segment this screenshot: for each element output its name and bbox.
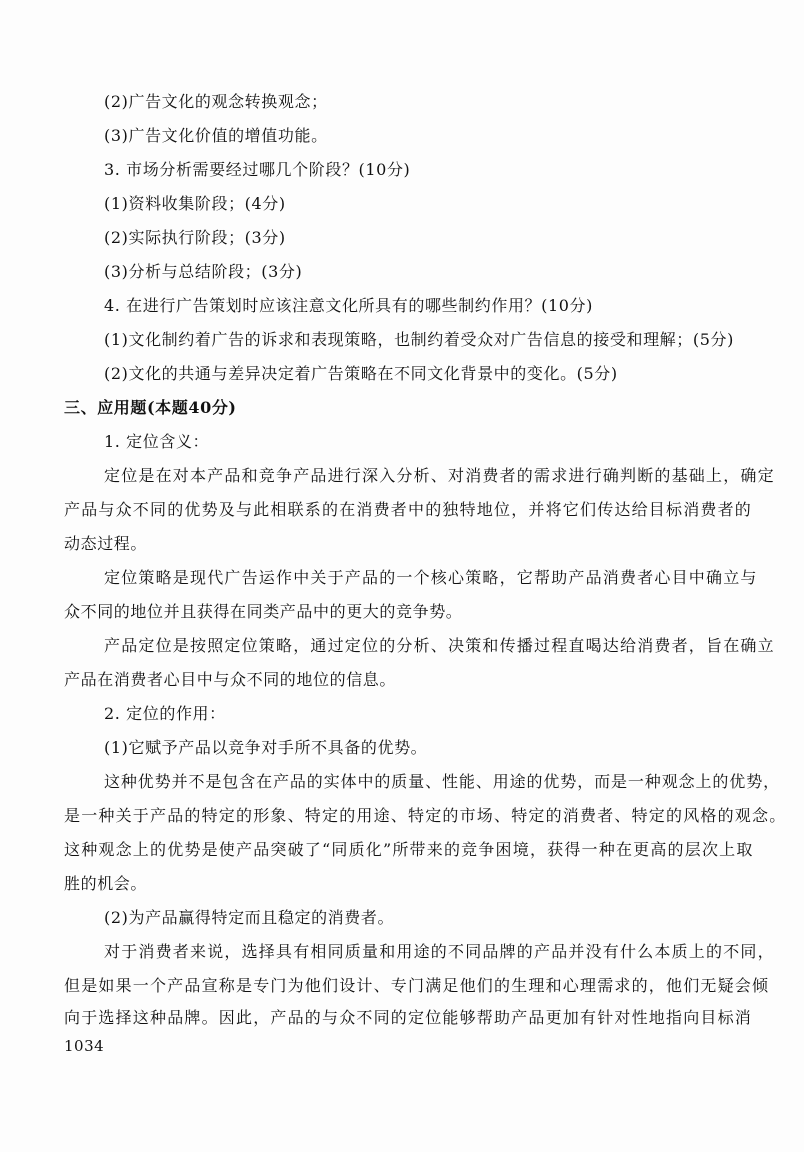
paragraph-line: 对于消费者来说，选择具有相同质量和用途的不同品牌的产品并没有什么本质上的不同，	[104, 942, 775, 961]
paragraph-line: 这种优势并不是包含在产品的实体中的质量、性能、用途的优势，而是一种观念上的优势，	[104, 772, 781, 791]
paragraph-line: 产品定位是按照定位策略，通过定位的分析、决策和传播过程直喝达给消费者，旨在确立	[104, 636, 775, 655]
answer-line: (3)分析与总结阶段；(3分)	[104, 262, 303, 281]
paragraph-line: 向于选择这种品牌。因此，产品的与众不同的定位能够帮助产品更加有针对性地指向目标消	[64, 1008, 753, 1027]
paragraph-line: 这种观念上的优势是使产品突破了“同质化”所带来的竞争困境，获得一种在更高的层次上取	[64, 840, 754, 859]
section-heading: 三、应用题(本题40分)	[64, 398, 237, 417]
answer-line: (1)资料收集阶段；(4分)	[104, 194, 286, 213]
answer-line: (2)实际执行阶段；(3分)	[104, 228, 286, 247]
paragraph-line: 但是如果一个产品宣称是专门为他们设计、专门满足他们的生理和心理需求的，他们无疑会倾	[64, 976, 770, 995]
subheading: 1. 定位含义：	[104, 432, 210, 451]
answer-line: (1)文化制约着广告的诉求和表现策略，也制约着受众对广告信息的接受和理解；(5分)	[104, 330, 734, 349]
answer-line: (3)广告文化价值的增值功能。	[104, 126, 328, 145]
answer-line: (1)它赋予产品以竞争对手所不具备的优势。	[104, 738, 428, 757]
subheading: 2. 定位的作用：	[104, 704, 226, 723]
answer-line: (2)文化的共通与差异决定着广告策略在不同文化背景中的变化。(5分)	[104, 364, 618, 383]
paragraph-line: 动态过程。	[64, 534, 148, 553]
question-line: 4. 在进行广告策划时应该注意文化所具有的哪些制约作用？(10分)	[104, 296, 593, 315]
question-line: 3. 市场分析需要经过哪几个阶段？(10分)	[104, 160, 411, 179]
paragraph-line: 产品与众不同的优势及与此相联系的在消费者中的独特地位，并将它们传达给目标消费者的	[64, 500, 753, 519]
paragraph-line: 产品在消费者心目中与众不同的地位的信息。	[64, 670, 397, 689]
paragraph-line: 胜的机会。	[64, 874, 148, 893]
answer-line: (2)广告文化的观念转换观念；	[104, 92, 328, 111]
page-number: 1034	[64, 1037, 105, 1055]
paragraph-line: 是一种关于产品的特定的形象、特定的用途、特定的市场、特定的消费者、特定的风格的观念。	[64, 806, 787, 825]
paragraph-line: 众不同的地位并且获得在同类产品中的更大的竞争势。	[64, 602, 463, 621]
paragraph-line: 定位是在对本产品和竞争产品进行深入分析、对消费者的需求进行确判断的基础上，确定	[104, 466, 775, 485]
answer-line: (2)为产品赢得特定而且稳定的消费者。	[104, 908, 395, 927]
paragraph-line: 定位策略是现代广告运作中关于产品的一个核心策略，它帮助产品消费者心目中确立与	[104, 568, 758, 587]
